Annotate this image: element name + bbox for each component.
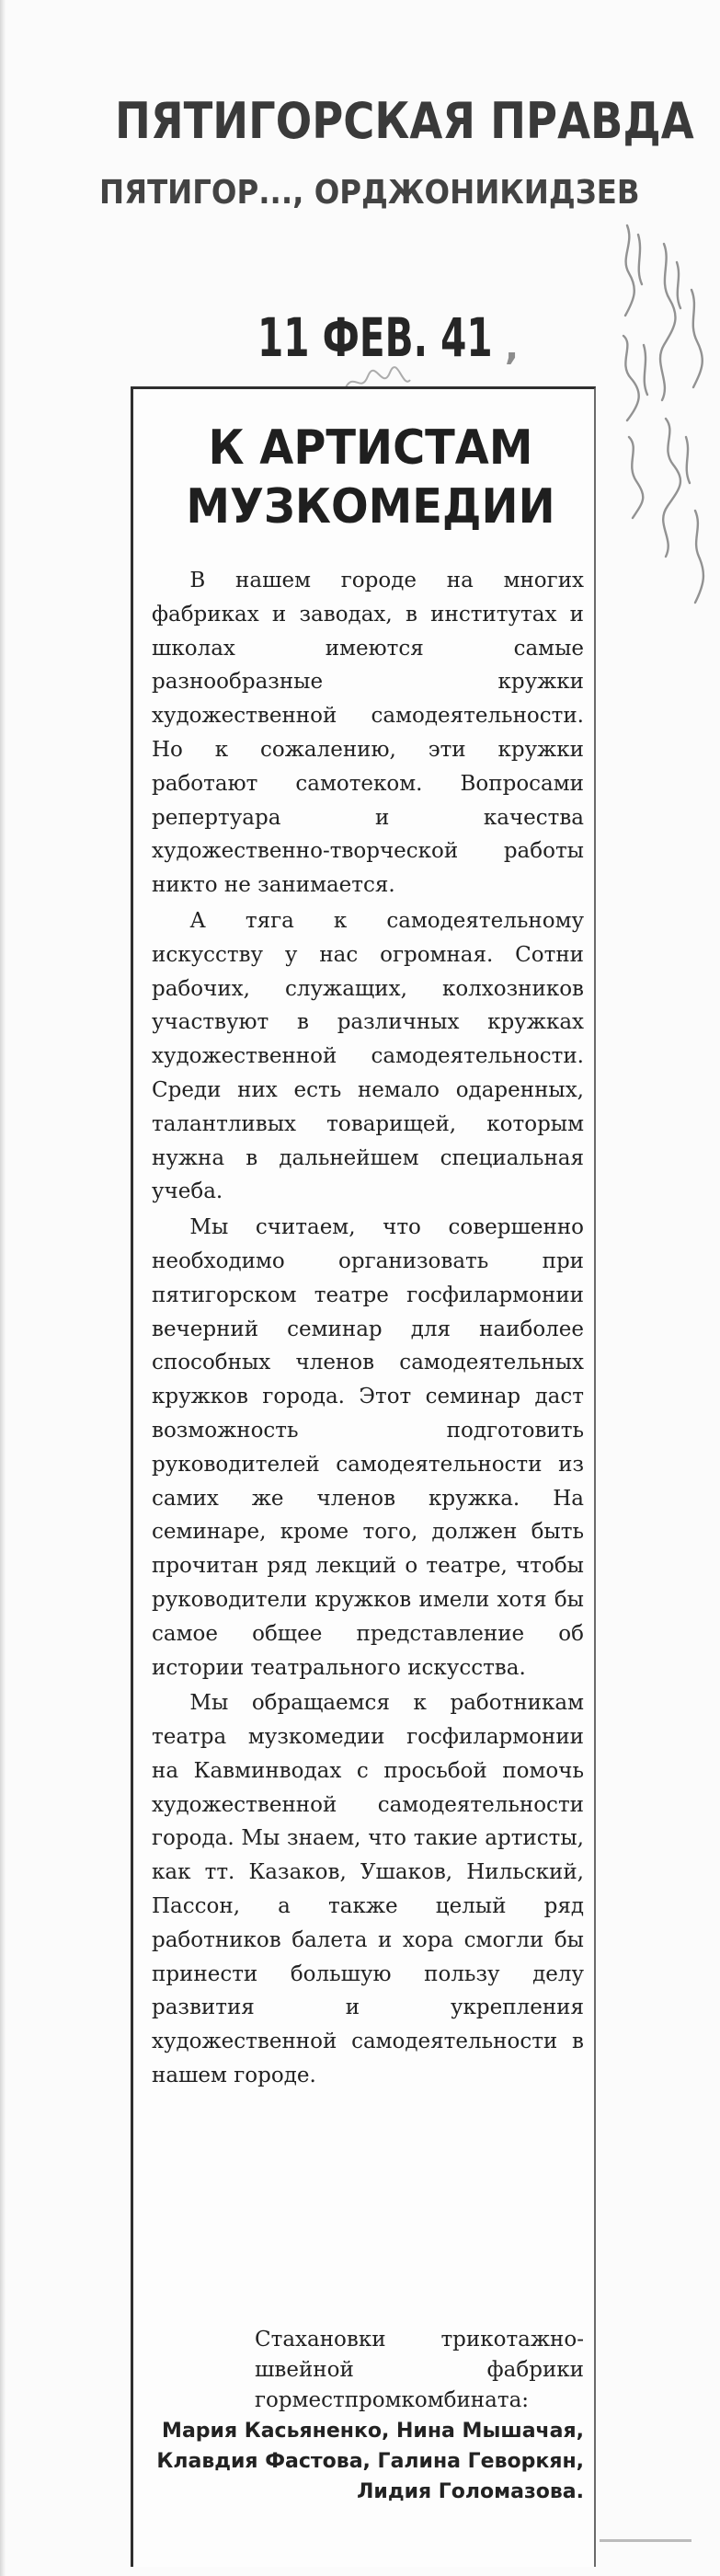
article-body: [152, 564, 584, 2093]
page-edge-shadow: [0, 0, 6, 2576]
signature-intro: Стахановки трикотажно-швейной фабрики горместпромкомбината:: [255, 2328, 584, 2412]
article-paragraph: В нашем городе на многих фабриках и заводах, в институтах и школах имеются самые разнообразные кружки художественной самодеятельности. Но к сожалению, эти кружки работают самотеком. Вопросами репертуара и качества художественно-творческой работы никто не занимается.: [152, 569, 584, 898]
date-stamp-mark: ‚: [504, 324, 519, 369]
newspaper-title-stamp: ПЯТИГОРСКАЯ ПРАВДА: [115, 92, 694, 150]
headline-line-1: К АРТИСТАМ: [208, 420, 533, 476]
article-paragraph: А тяга к самодеятельному искусству у нас огромная. Сотни рабочих, служащих, колхозников участвуют в различных кружках художественной самодеятельности. Среди них есть немало одаренных, талантливых товарищей, которым нужна в дальнейшем специальная учеба.: [152, 908, 584, 1204]
signature-names: Мария Касьяненко, Нина Мышачая, Клавдия Фастова, Галина Геворкян, Лидия Голомазова.: [156, 2420, 584, 2503]
article-headline: [176, 419, 565, 536]
handwritten-margin-note: [607, 207, 717, 630]
date-stamp: 11 ФЕВ. 41: [257, 306, 493, 369]
headline-line-2: МУЗКОМЕДИИ: [186, 479, 555, 535]
scan-edge-mark: [600, 2539, 691, 2542]
article-signature: [152, 2325, 584, 2507]
newspaper-location-stamp: ПЯТИГОР..., ОРДЖОНИКИДЗЕВ: [99, 174, 640, 212]
newspaper-clipping: [131, 386, 596, 2567]
article-paragraph: Мы обращаемся к работникам театра музкомедии госфилармонии на Кавминводах с просьбой помочь художественной самодеятельности города. Мы знаем, что такие артисты, как тт. Казаков, Ушаков, Нильский, Пассон, а также целый ряд работников балета и хора смогли бы принести большую пользу делу развития и укрепления художественной самодеятельности в нашем городе.: [152, 1691, 584, 2088]
article-paragraph: Мы считаем, что совершенно необходимо организовать при пятигорском театре госфилармонии вечерний семинар для наиболее способных членов самодеятельных кружков города. Этот семинар даст возможность подготовить руководителей самодеятельности из самих же членов кружка. На семинаре, кроме того, должен быть прочитан ряд лекций о театре, чтобы руководители кружков имели хотя бы самое общее представление об истории театрального искусства.: [152, 1215, 584, 1680]
